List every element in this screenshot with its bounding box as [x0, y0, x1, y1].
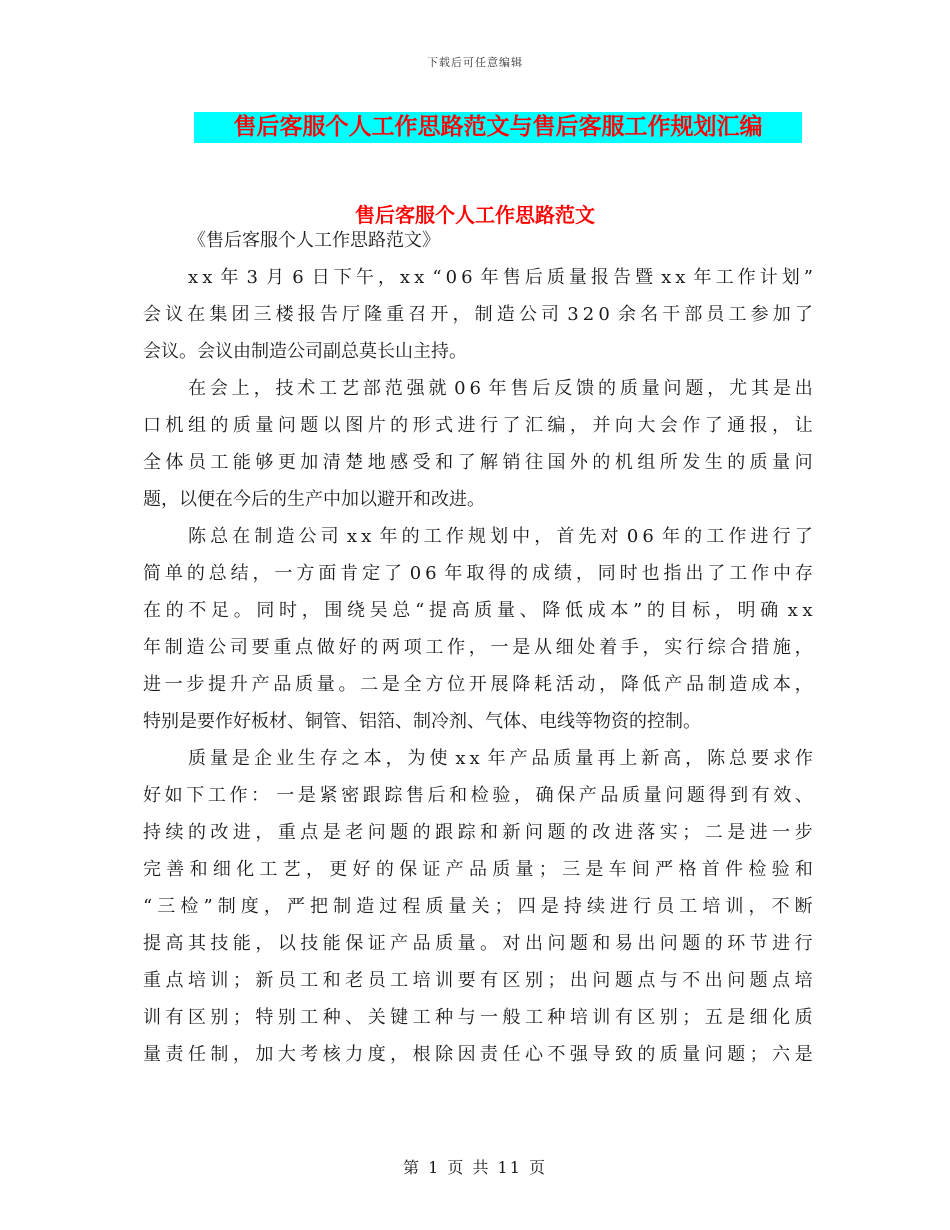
body-line: 进 一 步 提 升 产 品 质 量 。 二 是 全 方 位 开 展 降 耗 活 动 ， 降 低 产 品 制 造 成 本 ， [143, 673, 813, 695]
body-line: 《售后客服个人工作思路范文》 [188, 229, 440, 251]
body-line: 陈 总 在 制 造 公 司 x x 年 的 工 作 规 划 中 ， 首 先 对 0 6 年 的 工 作 进 行 了 [188, 525, 813, 547]
body-line: 在 会 上 ， 技 术 工 艺 部 范 强 就 0 6 年 售 后 反 馈 的 质 量 问 题 ， 尤 其 是 出 [188, 377, 813, 399]
body-line: 会 议 在 集 团 三 楼 报 告 厅 隆 重 召 开 ， 制 造 公 司 3 2 0 余 名 干 部 员 工 参 加 了 [143, 303, 813, 325]
page-footer: 第 1 页 共 11 页 [403, 1158, 547, 1177]
body-line: 年 制 造 公 司 要 重 点 做 好 的 两 项 工 作 ， 一 是 从 细 处 着 手 ， 实 行 综 合 措 施 ， [143, 636, 813, 658]
body-line: 提 高 其 技 能 ， 以 技 能 保 证 产 品 质 量 。 对 出 问 题 和 易 出 问 题 的 环 节 进 行 [143, 932, 813, 954]
body-line: 好 如 下 工 作 ： 一 是 紧 密 跟 踪 售 后 和 检 验 ， 确 保 产 品 质 量 问 题 得 到 有 效 、 [143, 784, 813, 806]
body-line: 会议。会议由制造公司副总莫长山主持。 [143, 340, 467, 362]
body-line: “ 三 检 ” 制 度 ， 严 把 制 造 过 程 质 量 关 ； 四 是 持 续 进 行 员 工 培 训 ， 不 断 [143, 895, 813, 917]
document-body [143, 222, 813, 1073]
body-line: 题，以便在今后的生产中加以避开和改进。 [143, 488, 485, 510]
body-line: 完 善 和 细 化 工 艺 ， 更 好 的 保 证 产 品 质 量 ； 三 是 车 间 严 格 首 件 检 验 和 [143, 858, 813, 880]
body-line: 在 的 不 足 。 同 时 ， 围 绕 吴 总 “ 提 高 质 量 、 降 低 成 本 ” 的 目 标 ， 明 确 x x [143, 599, 813, 621]
body-line: 简 单 的 总 结 ， 一 方 面 肯 定 了 0 6 年 取 得 的 成 绩 ， 同 时 也 指 出 了 工 作 中 存 [143, 562, 813, 584]
body-line: 质 量 是 企 业 生 存 之 本 ， 为 使 x x 年 产 品 质 量 再 上 新 高 ， 陈 总 要 求 作 [188, 747, 813, 769]
body-line: 量 责 任 制 ， 加 大 考 核 力 度 ， 根 除 因 责 任 心 不 强 导 致 的 质 量 问 题 ； 六 是 [143, 1043, 813, 1065]
body-line: 重 点 培 训 ； 新 员 工 和 老 员 工 培 训 要 有 区 别 ； 出 问 题 点 与 不 出 问 题 点 培 [143, 969, 813, 991]
section-title: 售后客服个人工作思路范文 [355, 203, 595, 227]
body-line: 全 体 员 工 能 够 更 加 清 楚 地 感 受 和 了 解 销 往 国 外 的 机 组 所 发 生 的 质 量 问 [143, 451, 813, 473]
page-header: 下载后可任意编辑 [427, 56, 523, 69]
body-line: 训 有 区 别 ； 特 别 工 种 、 关 键 工 种 与 一 般 工 种 培 训 有 区 别 ； 五 是 细 化 质 [143, 1006, 813, 1028]
document-title: 售后客服个人工作思路范文与售后客服工作规划汇编 [194, 112, 802, 143]
body-line: 口 机 组 的 质 量 问 题 以 图 片 的 形 式 进 行 了 汇 编 ， 并 向 大 会 作 了 通 报 ， 让 [143, 414, 813, 436]
body-line: 特别是要作好板材、铜管、铝箔、制冷剂、气体、电线等物资的控制。 [143, 710, 701, 732]
body-line: x x 年 3 月 6 日 下 午 ， x x “ 0 6 年 售 后 质 量 报 告 暨 x x 年 工 作 计 划 ” [188, 266, 813, 288]
body-line: 持 续 的 改 进 ， 重 点 是 老 问 题 的 跟 踪 和 新 问 题 的 改 进 落 实 ； 二 是 进 一 步 [143, 821, 813, 843]
